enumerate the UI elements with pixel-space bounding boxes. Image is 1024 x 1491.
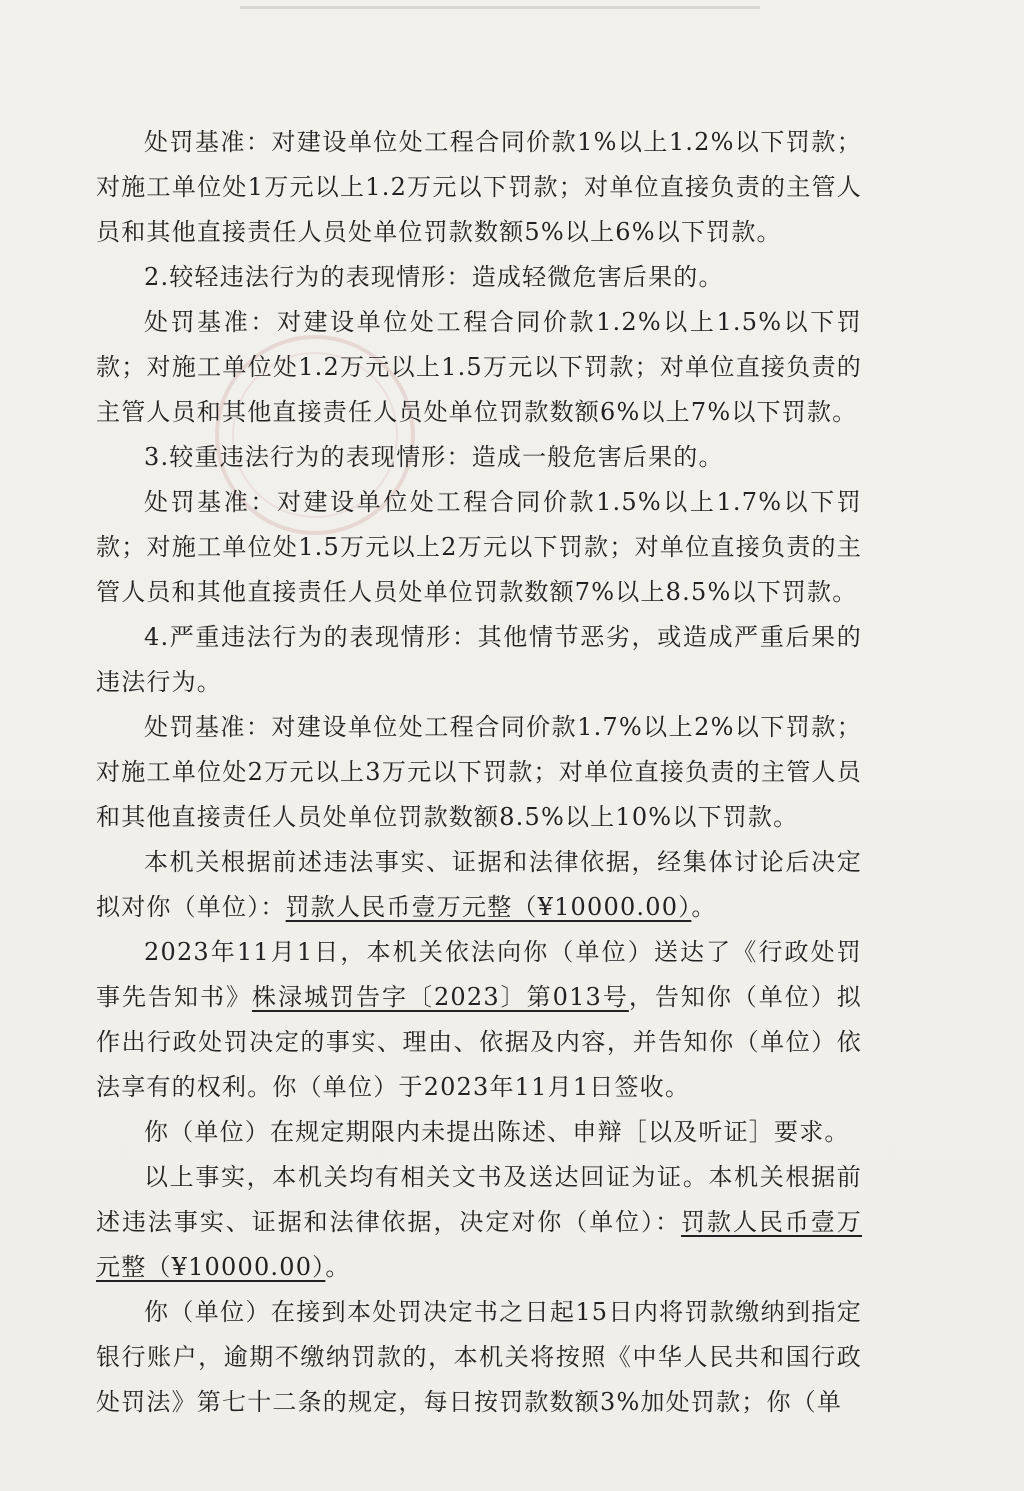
paragraph-1: 处罚基准：对建设单位处工程合同价款1%以上1.2%以下罚款；对施工单位处1万元以上1.2万元以下罚款；对单位直接负责的主管人员和其他直接责任人员处单位罚款数额5%以上6%以下罚款。 — [96, 128, 862, 246]
paragraph-3: 处罚基准：对建设单位处工程合同价款1.2%以上1.5%以下罚款；对施工单位处1.2万元以上1.5万元以下罚款；对单位直接负责的主管人员和其他直接责任人员处单位罚款数额6%以上7%以下罚款。 — [96, 308, 862, 426]
paragraph-11-pre: 以上事实，本机关均有相关文书及送达回证为证。本机关根据前述违法事实、证据和法律依据，决定对你（单位）： — [96, 1163, 862, 1236]
document-body — [96, 120, 862, 1425]
paragraph-5: 处罚基准：对建设单位处工程合同价款1.5%以上1.7%以下罚款；对施工单位处1.5万元以上2万元以下罚款；对单位直接负责的主管人员和其他直接责任人员处单位罚款数额7%以上8.5%以下罚款。 — [96, 488, 862, 606]
paragraph-9-post: ，告知你（单位）拟作出行政处罚决定的事实、理由、依据及内容，并告知你（单位）依法享有的权利。你（单位）于2023年11月1日签收。 — [96, 983, 862, 1101]
paragraph-2: 2.较轻违法行为的表现情形：造成轻微危害后果的。 — [144, 263, 724, 291]
paragraph-11 — [96, 1155, 862, 1290]
paragraph-6: 4.严重违法行为的表现情形：其他情节恶劣，或造成严重后果的违法行为。 — [96, 623, 862, 696]
final-fine-underlined: 罚款人民币壹万元整（¥10000.00） — [96, 1208, 862, 1281]
paragraph-9-pre: 2023年11月1日，本机关依法向你（单位）送达了《行政处罚事先告知书》 — [96, 938, 862, 1011]
paragraph-10: 你（单位）在规定期限内未提出陈述、申辩［以及听证］要求。 — [144, 1118, 850, 1146]
paragraph-8-pre: 本机关根据前述违法事实、证据和法律依据，经集体讨论后决定拟对你（单位）： — [96, 848, 862, 921]
paragraph-9 — [96, 930, 862, 1110]
paragraph-8-post: 。 — [691, 893, 717, 921]
paragraph-11-post: 。 — [325, 1253, 351, 1281]
notice-number-underlined: 株渌城罚告字〔2023〕第013号 — [251, 983, 629, 1011]
fine-amount-underlined: 罚款人民币壹万元整（¥10000.00） — [285, 893, 692, 921]
paragraph-7: 处罚基准：对建设单位处工程合同价款1.7%以上2%以下罚款；对施工单位处2万元以上3万元以下罚款；对单位直接负责的主管人员和其他直接责任人员处单位罚款数额8.5%以上10%以下罚款。 — [96, 713, 862, 831]
paragraph-12: 你（单位）在接到本处罚决定书之日起15日内将罚款缴纳到指定银行账户，逾期不缴纳罚款的，本机关将按照《中华人民共和国行政处罚法》第七十二条的规定，每日按罚款数额3%加处罚款；你（单 — [96, 1298, 862, 1416]
paragraph-4: 3.较重违法行为的表现情形：造成一般危害后果的。 — [144, 443, 724, 471]
paragraph-8 — [96, 840, 862, 930]
top-edge-line — [240, 6, 760, 9]
